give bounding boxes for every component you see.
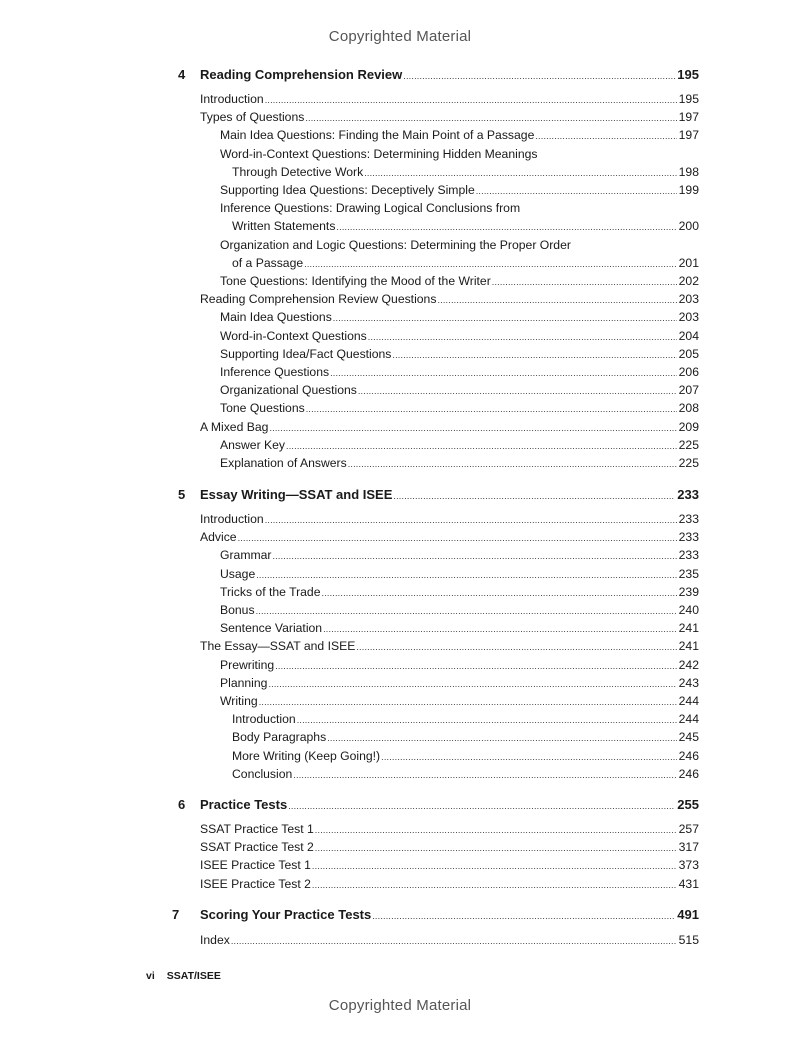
toc-entry — [220, 400, 699, 417]
dot-leader — [297, 712, 677, 728]
toc-entry — [220, 309, 699, 326]
dot-leader — [403, 68, 675, 84]
dot-leader — [265, 92, 677, 108]
toc-entry — [232, 766, 699, 783]
toc-entry — [220, 675, 699, 692]
dot-leader — [492, 274, 677, 290]
toc-entry-title: Writing — [220, 694, 258, 708]
toc-entry — [200, 109, 699, 126]
toc-entry — [220, 547, 699, 564]
toc-entry — [220, 584, 699, 601]
toc-entry-page: 203 — [678, 310, 699, 325]
toc-entry-title: Types of Questions — [200, 110, 305, 125]
toc-entry — [220, 437, 699, 454]
chapter-heading — [200, 797, 699, 814]
toc-entry-page: 243 — [678, 675, 699, 690]
toc-entry — [220, 346, 699, 363]
toc-entry-title: SSAT Practice Test 2 — [200, 840, 314, 855]
toc-entry-page: 244 — [678, 712, 699, 727]
chapter-title: Scoring Your Practice Tests — [200, 907, 372, 922]
dot-leader — [356, 639, 676, 655]
toc-entry-page: 246 — [678, 766, 699, 781]
dot-leader — [392, 347, 676, 363]
toc-entry-page: 208 — [678, 401, 699, 416]
toc-entry — [232, 218, 699, 235]
toc-entry-title: Reading Comprehension Review Questions — [200, 292, 437, 307]
toc-entry-page: 431 — [678, 876, 699, 891]
toc-entry-title: Bonus — [220, 603, 255, 617]
dot-leader — [256, 603, 677, 619]
toc-entry-title: Word-in-Context Questions: Determining Hidden Meanings — [220, 146, 538, 161]
toc-entry-page: 317 — [678, 840, 699, 855]
toc-entry-page: 241 — [678, 621, 699, 636]
toc-entry — [232, 729, 699, 746]
toc-entry — [200, 821, 699, 838]
dot-leader — [304, 256, 677, 272]
dot-leader — [256, 567, 676, 583]
dot-leader — [381, 749, 677, 765]
toc-entry-title: Main Idea Questions: Finding the Main Point of a Passage — [220, 128, 535, 143]
chapter-heading — [200, 67, 699, 84]
toc-entry-page: 204 — [678, 328, 699, 343]
toc-entry — [200, 839, 699, 856]
toc-entry-title: Tone Questions: Identifying the Mood of the Writer — [220, 274, 491, 288]
toc-entry-title: Inference Questions: Drawing Logical Conclusions from — [220, 201, 521, 216]
toc-entry-title: Supporting Idea Questions: Deceptively Simple — [220, 183, 475, 197]
dot-leader — [348, 456, 677, 472]
toc-entry — [220, 328, 699, 345]
toc-entry-page: 203 — [678, 292, 699, 307]
toc-entry-page: 197 — [678, 128, 699, 143]
toc-entry-page: 195 — [678, 92, 699, 106]
dot-leader — [333, 310, 677, 326]
toc-entry-page: 198 — [678, 164, 699, 179]
watermark-top: Copyrighted Material — [328, 28, 472, 45]
chapter-page: 195 — [677, 67, 699, 82]
toc-entry — [232, 748, 699, 765]
dot-leader — [306, 401, 677, 417]
toc-entry — [200, 932, 699, 949]
toc-entry — [220, 273, 699, 290]
toc-entry-title: Sentence Variation — [220, 621, 323, 636]
toc-entry — [220, 566, 699, 583]
toc-entry-title: Explanation of Answers — [220, 456, 347, 470]
chapter-page: 491 — [677, 907, 699, 922]
toc-entry-title: Introduction — [200, 92, 264, 106]
toc-entry-title: More Writing (Keep Going!) — [232, 748, 381, 763]
toc-entry-page: 239 — [678, 584, 699, 599]
toc-entry — [220, 693, 699, 710]
toc-entry-title: ISEE Practice Test 2 — [200, 876, 311, 891]
toc-entry-title: ISEE Practice Test 1 — [200, 858, 311, 873]
toc-entry-title: Tone Questions — [220, 401, 305, 416]
dot-leader — [238, 530, 677, 546]
chapter-title: Essay Writing—SSAT and ISEE — [200, 487, 393, 502]
toc-entry-page: 257 — [678, 822, 699, 836]
toc-entry-page: 233 — [678, 548, 699, 563]
toc-entry — [200, 419, 699, 436]
toc-entry-page: 235 — [678, 566, 699, 581]
toc-entry-page: 246 — [678, 748, 699, 763]
page-footer — [146, 970, 221, 982]
dot-leader — [305, 110, 676, 126]
toc-entry-page: 209 — [678, 419, 699, 434]
toc-entry — [220, 200, 699, 216]
toc-entry-page: 205 — [678, 346, 699, 361]
chapter-number: 7 — [172, 907, 180, 922]
toc-entry-title: Through Detective Work — [232, 164, 364, 179]
dot-leader — [286, 438, 677, 454]
toc-entry — [220, 146, 699, 162]
toc-entry — [220, 364, 699, 381]
toc-entry-title: Word-in-Context Questions — [220, 328, 367, 343]
toc-entry — [200, 291, 699, 308]
dot-leader — [364, 165, 676, 181]
toc-entry — [220, 127, 699, 144]
toc-entry-page: 197 — [678, 110, 699, 125]
chapter-number: 5 — [178, 487, 186, 502]
toc-entry — [220, 237, 699, 253]
toc-entry-title: Usage — [220, 566, 256, 581]
toc-entry-page: 245 — [678, 730, 699, 745]
toc-entry-page: 225 — [678, 456, 699, 470]
footer-page-number: vi — [146, 970, 155, 982]
toc-entry-title: Inference Questions — [220, 365, 330, 379]
dot-leader — [323, 621, 677, 637]
dot-leader — [231, 933, 677, 949]
footer-book-title: SSAT/ISEE — [166, 970, 221, 982]
toc-entry-title: Grammar — [220, 548, 272, 563]
toc-entry-title: SSAT Practice Test 1 — [200, 822, 314, 836]
toc-entry-page: 515 — [678, 933, 699, 947]
toc-entry-title: Planning — [220, 675, 268, 690]
toc-entry-title: Organizational Questions — [220, 383, 357, 398]
toc-entry — [220, 182, 699, 199]
toc-entry-page: 244 — [678, 694, 699, 708]
toc-entry — [220, 455, 699, 472]
toc-entry-title: Organization and Logic Questions: Determining the Proper Order — [220, 237, 571, 252]
toc-entry — [200, 511, 699, 528]
toc-entry — [220, 602, 699, 619]
dot-leader — [336, 219, 676, 235]
dot-leader — [358, 383, 677, 399]
dot-leader — [327, 730, 676, 746]
toc-entry-title: Answer Key — [220, 437, 286, 452]
toc-entry-title: Written Statements — [232, 219, 336, 234]
dot-leader — [259, 694, 677, 710]
toc-entry-page: 373 — [678, 858, 699, 873]
toc-entry-page: 207 — [678, 383, 699, 398]
toc-entry — [220, 382, 699, 399]
dot-leader — [476, 183, 677, 199]
toc-entry-title: Introduction — [200, 512, 264, 526]
toc-entry — [220, 657, 699, 674]
dot-leader — [275, 658, 676, 674]
dot-leader — [312, 877, 677, 893]
chapter-number: 6 — [178, 797, 186, 812]
toc-entry-title: Supporting Idea/Fact Questions — [220, 346, 392, 361]
toc-entry-title: Advice — [200, 530, 237, 545]
toc-entry-title: Prewriting — [220, 657, 275, 672]
chapter-page: 255 — [677, 797, 699, 812]
chapter-page: 233 — [677, 487, 699, 502]
toc-entry-page: 233 — [678, 530, 699, 545]
toc-entry — [200, 91, 699, 108]
toc-entry — [232, 164, 699, 181]
toc-entry-page: 199 — [678, 183, 699, 197]
dot-leader — [315, 822, 677, 838]
toc-entry — [200, 857, 699, 874]
toc-entry-title: A Mixed Bag — [200, 419, 269, 434]
dot-leader — [393, 488, 675, 504]
toc-entry-page: 202 — [678, 274, 699, 288]
toc-entry — [200, 638, 699, 655]
toc-entry-title: Tricks of the Trade — [220, 584, 321, 599]
toc-entry-page: 225 — [678, 437, 699, 452]
dot-leader — [272, 548, 676, 564]
toc-entry — [220, 620, 699, 637]
chapter-heading — [200, 487, 699, 504]
dot-leader — [330, 365, 677, 381]
chapter-number: 4 — [178, 67, 186, 82]
dot-leader — [372, 908, 675, 924]
toc-entry-title: Body Paragraphs — [232, 730, 327, 745]
dot-leader — [315, 840, 677, 856]
dot-leader — [293, 767, 676, 783]
toc-entry-page: 240 — [678, 603, 699, 617]
dot-leader — [269, 420, 676, 436]
toc-entry-title: Index — [200, 933, 230, 947]
toc-entry-title: Introduction — [232, 712, 296, 727]
toc-entry — [232, 255, 699, 272]
toc-entry-page: 206 — [678, 365, 699, 379]
toc-entry-page: 241 — [678, 639, 699, 654]
toc-entry — [232, 711, 699, 728]
dot-leader — [437, 292, 676, 308]
toc-entry-page: 201 — [678, 255, 699, 270]
chapter-title: Reading Comprehension Review — [200, 67, 403, 82]
toc-entry — [200, 529, 699, 546]
toc-entry-page: 233 — [678, 512, 699, 526]
chapter-title: Practice Tests — [200, 797, 288, 812]
toc-entry-title: Main Idea Questions — [220, 310, 332, 325]
toc-entry-title: The Essay—SSAT and ISEE — [200, 639, 356, 654]
toc-entry-title: of a Passage — [232, 255, 304, 270]
dot-leader — [288, 798, 675, 814]
dot-leader — [321, 585, 676, 601]
chapter-heading — [200, 907, 699, 924]
watermark-bottom: Copyrighted Material — [328, 997, 472, 1014]
dot-leader — [268, 676, 676, 692]
dot-leader — [265, 512, 677, 528]
toc-entry — [200, 876, 699, 893]
toc-entry-page: 242 — [678, 657, 699, 672]
toc-entry-title: Conclusion — [232, 766, 293, 781]
dot-leader — [368, 329, 677, 345]
toc-entry-page: 200 — [678, 219, 699, 234]
dot-leader — [535, 128, 676, 144]
dot-leader — [312, 858, 677, 874]
